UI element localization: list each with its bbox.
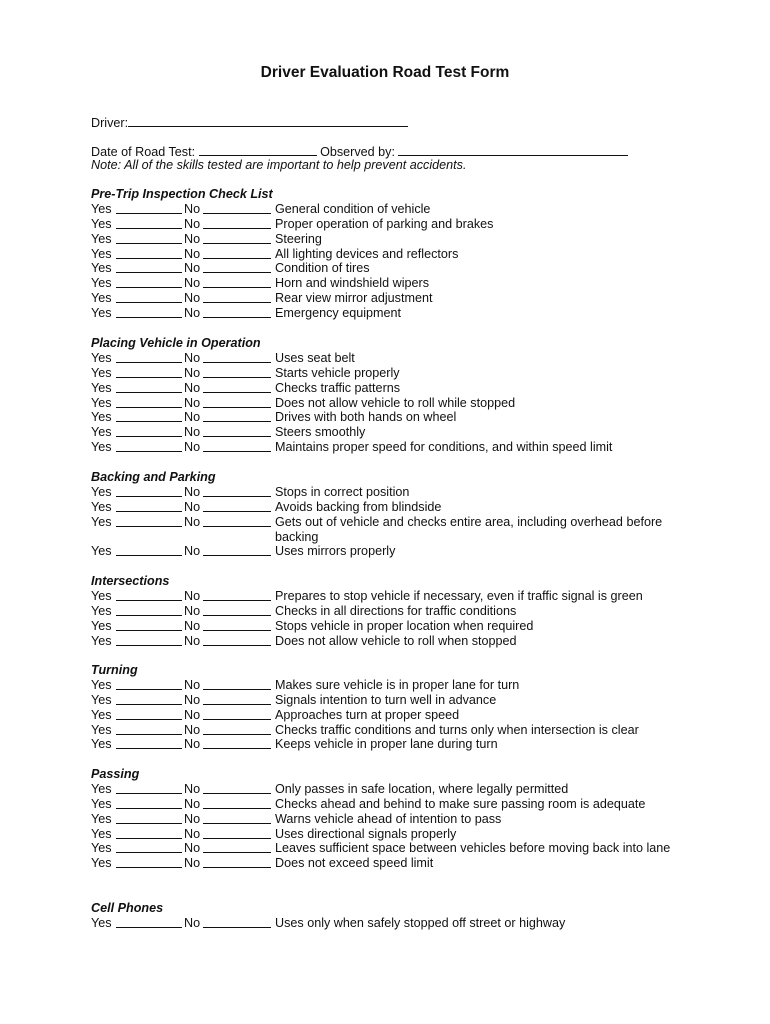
yes-label: Yes	[91, 856, 112, 871]
checklist-item-label: Does not exceed speed limit	[275, 856, 434, 871]
checklist-row	[91, 841, 731, 856]
no-blank[interactable]	[203, 645, 271, 646]
yes-blank[interactable]	[116, 823, 182, 824]
yes-label: Yes	[91, 633, 112, 648]
no-label: No	[184, 782, 201, 796]
no-blank[interactable]	[203, 317, 271, 318]
no-label: No	[184, 276, 201, 291]
yes-label: Yes	[91, 351, 112, 365]
checklist-item-label: Only passes in safe location, where legally permitted	[275, 782, 569, 796]
yes-label: Yes	[91, 618, 112, 633]
checklist-item-label: Rear view mirror adjustment	[275, 291, 433, 306]
yes-label: Yes	[91, 722, 112, 737]
checklist-item-label: Condition of tires	[275, 261, 370, 276]
observed-by-label: Observed by:	[320, 145, 395, 159]
checklist-item-label: Steering	[275, 231, 322, 246]
no-label: No	[184, 678, 201, 692]
checklist-item-label: Uses seat belt	[275, 351, 355, 365]
checklist-item-label: Checks traffic conditions and turns only when intersection is clear	[275, 722, 639, 737]
yes-label: Yes	[91, 499, 112, 514]
checklist-row	[91, 737, 731, 752]
no-blank[interactable]	[203, 272, 271, 273]
checklist-row	[91, 500, 731, 515]
yes-label: Yes	[91, 380, 112, 395]
checklist-row	[91, 232, 731, 247]
no-blank[interactable]	[203, 228, 271, 229]
yes-blank[interactable]	[116, 719, 182, 720]
no-blank[interactable]	[203, 421, 271, 422]
no-blank[interactable]	[203, 615, 271, 616]
driver-line	[91, 114, 408, 131]
checklist-row	[91, 856, 731, 871]
yes-blank[interactable]	[116, 852, 182, 853]
no-blank[interactable]	[203, 748, 271, 749]
yes-blank[interactable]	[116, 600, 182, 601]
yes-blank[interactable]	[116, 243, 182, 244]
checklist-item-label: Starts vehicle properly	[275, 365, 400, 380]
yes-blank[interactable]	[116, 287, 182, 288]
yes-label: Yes	[91, 692, 112, 707]
checklist-item-label: Prepares to stop vehicle if necessary, even if traffic signal is green	[275, 589, 643, 603]
no-label: No	[184, 425, 201, 440]
yes-blank[interactable]	[116, 689, 182, 690]
yes-label: Yes	[91, 410, 112, 425]
yes-blank[interactable]	[116, 748, 182, 749]
checklist-row	[91, 827, 731, 842]
checklist-row	[91, 634, 731, 649]
checklist-row	[91, 202, 731, 217]
no-blank[interactable]	[203, 243, 271, 244]
yes-blank[interactable]	[116, 407, 182, 408]
no-label: No	[184, 365, 201, 380]
checklist-row	[91, 410, 731, 425]
checklist-item-label: Does not allow vehicle to roll while stopped	[275, 395, 516, 410]
yes-blank[interactable]	[116, 555, 182, 556]
no-label: No	[184, 514, 201, 529]
yes-blank[interactable]	[116, 793, 182, 794]
section-passing	[91, 767, 731, 871]
checklist-item-label: Drives with both hands on wheel	[275, 410, 457, 425]
checklist-item-label: Checks ahead and behind to make sure passing room is adequate	[275, 796, 646, 811]
no-blank[interactable]	[203, 436, 271, 437]
no-label: No	[184, 246, 201, 261]
checklist-row	[91, 589, 731, 604]
checklist-item-label: Keeps vehicle in proper lane during turn	[275, 737, 498, 752]
checklist-row	[91, 619, 731, 634]
yes-blank[interactable]	[116, 317, 182, 318]
section-cell-phones	[91, 901, 731, 931]
no-blank[interactable]	[203, 287, 271, 288]
no-blank[interactable]	[203, 451, 271, 452]
no-blank[interactable]	[203, 213, 271, 214]
no-blank[interactable]	[203, 838, 271, 839]
yes-label: Yes	[91, 261, 112, 276]
checklist-row	[91, 440, 731, 455]
no-blank[interactable]	[203, 823, 271, 824]
no-label: No	[184, 811, 201, 826]
checklist-item-label: Horn and windshield wipers	[275, 276, 430, 291]
checklist-item-label: General condition of vehicle	[275, 202, 431, 216]
no-blank[interactable]	[203, 793, 271, 794]
yes-label: Yes	[91, 544, 112, 559]
checklist-row	[91, 797, 731, 812]
yes-label: Yes	[91, 782, 112, 796]
checklist-item-label: Leaves sufficient space between vehicles before moving back into lane	[275, 841, 671, 856]
section-pre-trip-inspection-check-list	[91, 187, 731, 321]
no-label: No	[184, 796, 201, 811]
no-label: No	[184, 737, 201, 752]
yes-label: Yes	[91, 737, 112, 752]
checklist-row	[91, 693, 731, 708]
checklist-row	[91, 247, 731, 262]
no-blank[interactable]	[203, 719, 271, 720]
no-blank[interactable]	[203, 852, 271, 853]
driver-label: Driver:	[91, 116, 129, 130]
checklist-item-label: Avoids backing from blindside	[275, 499, 442, 514]
yes-label: Yes	[91, 811, 112, 826]
checklist-item-label: Gets out of vehicle and checks entire area, including overhead before backing	[275, 514, 663, 544]
yes-blank[interactable]	[116, 734, 182, 735]
no-blank[interactable]	[203, 362, 271, 363]
yes-label: Yes	[91, 291, 112, 306]
no-blank[interactable]	[203, 511, 271, 512]
checklist-row	[91, 544, 731, 559]
no-label: No	[184, 589, 201, 603]
checklist-item-label: All lighting devices and reflectors	[275, 246, 459, 261]
no-label: No	[184, 202, 201, 216]
checklist-row	[91, 291, 731, 306]
section-backing-and-parking	[91, 470, 731, 559]
no-label: No	[184, 722, 201, 737]
no-blank[interactable]	[203, 867, 271, 868]
no-blank[interactable]	[203, 555, 271, 556]
no-blank[interactable]	[203, 392, 271, 393]
yes-label: Yes	[91, 707, 112, 722]
checklist-row	[91, 261, 731, 276]
checklist-row	[91, 396, 731, 411]
note-text: Note: All of the skills tested are important to help prevent accidents.	[91, 158, 467, 172]
checklist-row	[91, 276, 731, 291]
yes-label: Yes	[91, 231, 112, 246]
no-blank[interactable]	[203, 689, 271, 690]
yes-blank[interactable]	[116, 377, 182, 378]
yes-blank[interactable]	[116, 615, 182, 616]
no-label: No	[184, 351, 201, 365]
yes-blank[interactable]	[116, 496, 182, 497]
checklist-item-label: Signals intention to turn well in advance	[275, 692, 497, 707]
yes-blank[interactable]	[116, 213, 182, 214]
checklist-row	[91, 678, 731, 693]
yes-blank[interactable]	[116, 258, 182, 259]
yes-label: Yes	[91, 589, 112, 603]
no-label: No	[184, 216, 201, 231]
no-label: No	[184, 380, 201, 395]
yes-label: Yes	[91, 440, 112, 455]
no-blank[interactable]	[203, 927, 271, 928]
yes-label: Yes	[91, 916, 112, 930]
checklist-item-label: Checks in all directions for traffic conditions	[275, 603, 517, 618]
no-blank[interactable]	[203, 630, 271, 631]
no-blank[interactable]	[203, 600, 271, 601]
checklist-item-label: Makes sure vehicle is in proper lane for turn	[275, 678, 520, 692]
yes-blank[interactable]	[116, 362, 182, 363]
driver-field[interactable]	[128, 114, 408, 127]
page-title: Driver Evaluation Road Test Form	[260, 64, 510, 81]
no-label: No	[184, 440, 201, 455]
checklist-item-label: Stops in correct position	[275, 485, 410, 499]
no-label: No	[184, 916, 201, 930]
no-label: No	[184, 395, 201, 410]
checklist-row	[91, 708, 731, 723]
yes-label: Yes	[91, 395, 112, 410]
checklist-item-label: Stops vehicle in proper location when required	[275, 618, 534, 633]
section-placing-vehicle-in-operation	[91, 336, 731, 455]
no-label: No	[184, 499, 201, 514]
yes-label: Yes	[91, 796, 112, 811]
no-blank[interactable]	[203, 258, 271, 259]
no-label: No	[184, 410, 201, 425]
checklist-item-label: Uses only when safely stopped off street or highway	[275, 916, 566, 930]
checklist-item-label: Checks traffic patterns	[275, 380, 401, 395]
yes-label: Yes	[91, 514, 112, 529]
checklist-item-label: Does not allow vehicle to roll when stopped	[275, 633, 517, 648]
section-title: Placing Vehicle in Operation	[91, 336, 261, 350]
section-title: Intersections	[91, 574, 170, 588]
no-label: No	[184, 841, 201, 856]
checklist-row	[91, 515, 731, 545]
yes-blank[interactable]	[116, 392, 182, 393]
yes-blank[interactable]	[116, 704, 182, 705]
yes-label: Yes	[91, 246, 112, 261]
section-title: Turning	[91, 663, 138, 677]
yes-label: Yes	[91, 216, 112, 231]
no-label: No	[184, 305, 201, 320]
yes-blank[interactable]	[116, 302, 182, 303]
no-label: No	[184, 826, 201, 841]
no-blank[interactable]	[203, 526, 271, 527]
no-blank[interactable]	[203, 704, 271, 705]
section-turning	[91, 663, 731, 752]
checklist-row	[91, 366, 731, 381]
no-label: No	[184, 485, 201, 499]
checklist-item-label: Proper operation of parking and brakes	[275, 216, 494, 231]
section-title: Backing and Parking	[91, 470, 216, 484]
yes-blank[interactable]	[116, 927, 182, 928]
checklist-row	[91, 485, 731, 500]
checklist-item-label: Approaches turn at proper speed	[275, 707, 460, 722]
checklist-row	[91, 425, 731, 440]
yes-label: Yes	[91, 826, 112, 841]
checklist-row	[91, 306, 731, 321]
section-intersections	[91, 574, 731, 648]
no-label: No	[184, 261, 201, 276]
no-label: No	[184, 544, 201, 559]
yes-blank[interactable]	[116, 421, 182, 422]
yes-label: Yes	[91, 276, 112, 291]
yes-blank[interactable]	[116, 645, 182, 646]
yes-blank[interactable]	[116, 867, 182, 868]
yes-blank[interactable]	[116, 838, 182, 839]
checklist-item-label: Steers smoothly	[275, 425, 366, 440]
no-blank[interactable]	[203, 808, 271, 809]
date-label: Date of Road Test:	[91, 145, 196, 159]
yes-blank[interactable]	[116, 451, 182, 452]
checklist-item-label: Uses mirrors properly	[275, 544, 396, 559]
checklist-row	[91, 812, 731, 827]
yes-blank[interactable]	[116, 630, 182, 631]
no-blank[interactable]	[203, 734, 271, 735]
no-label: No	[184, 692, 201, 707]
yes-label: Yes	[91, 202, 112, 216]
yes-label: Yes	[91, 365, 112, 380]
observed-by-field[interactable]	[398, 143, 628, 156]
section-title: Pre-Trip Inspection Check List	[91, 187, 273, 201]
yes-blank[interactable]	[116, 511, 182, 512]
checklist-item-label: Maintains proper speed for conditions, and within speed limit	[275, 440, 613, 455]
yes-label: Yes	[91, 305, 112, 320]
checklist-row	[91, 217, 731, 232]
no-label: No	[184, 618, 201, 633]
yes-blank[interactable]	[116, 228, 182, 229]
checklist-row	[91, 351, 731, 366]
no-label: No	[184, 291, 201, 306]
checklist-item-label: Emergency equipment	[275, 305, 402, 320]
date-field[interactable]	[199, 143, 317, 156]
checklist-row	[91, 604, 731, 619]
yes-blank[interactable]	[116, 526, 182, 527]
yes-blank[interactable]	[116, 436, 182, 437]
checklist-item-label: Warns vehicle ahead of intention to pass	[275, 811, 502, 826]
yes-blank[interactable]	[116, 808, 182, 809]
no-blank[interactable]	[203, 377, 271, 378]
section-title: Cell Phones	[91, 901, 164, 915]
no-label: No	[184, 707, 201, 722]
section-title: Passing	[91, 767, 140, 781]
no-blank[interactable]	[203, 407, 271, 408]
no-blank[interactable]	[203, 496, 271, 497]
checklist-row	[91, 381, 731, 396]
checklist-row	[91, 916, 731, 931]
yes-label: Yes	[91, 678, 112, 692]
yes-blank[interactable]	[116, 272, 182, 273]
checklist-item-label: Uses directional signals properly	[275, 826, 457, 841]
no-label: No	[184, 603, 201, 618]
no-blank[interactable]	[203, 302, 271, 303]
yes-label: Yes	[91, 425, 112, 440]
checklist-row	[91, 723, 731, 738]
no-label: No	[184, 633, 201, 648]
yes-label: Yes	[91, 485, 112, 499]
yes-label: Yes	[91, 841, 112, 856]
no-label: No	[184, 856, 201, 871]
no-label: No	[184, 231, 201, 246]
yes-label: Yes	[91, 603, 112, 618]
checklist-row	[91, 782, 731, 797]
